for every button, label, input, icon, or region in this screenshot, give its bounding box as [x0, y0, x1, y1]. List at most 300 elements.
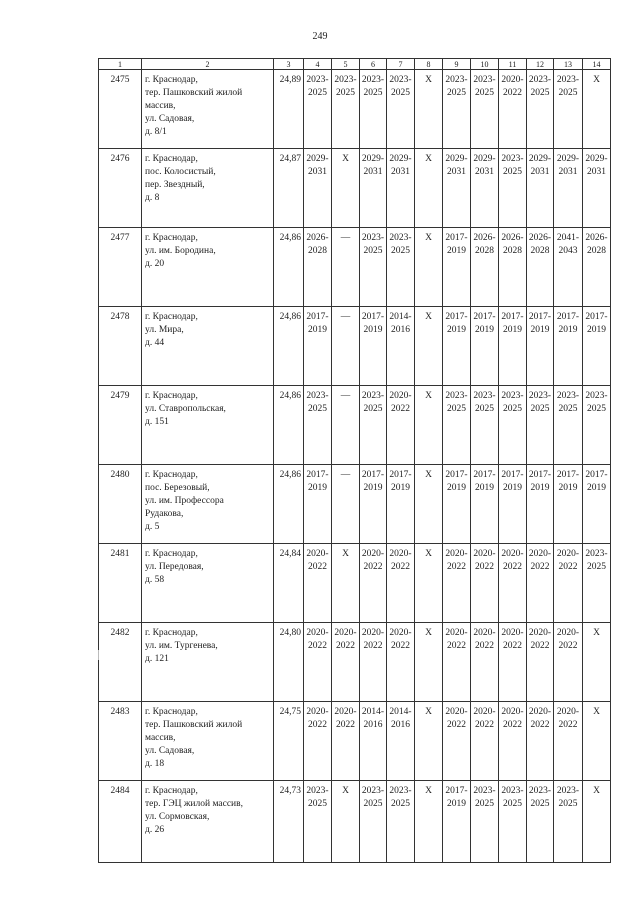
address-line: г. Краснодар,	[145, 707, 198, 717]
period-text: 2022	[308, 720, 327, 730]
address-line: тер. ГЭЦ жилой массив,	[145, 799, 244, 809]
period-cell	[415, 702, 443, 781]
period-text: 2020-	[556, 628, 580, 638]
address-line: д. 5	[145, 522, 160, 532]
address-cell	[142, 702, 274, 781]
period-cell	[471, 702, 499, 781]
period-text: 2020-	[473, 628, 496, 638]
period-cell	[554, 149, 583, 228]
period-cell	[499, 465, 527, 544]
address-cell	[142, 544, 274, 623]
period-text: 2023-	[389, 786, 412, 796]
column-header-14: 14	[583, 59, 611, 70]
period-text: 2017-	[501, 470, 524, 480]
period-text: 2020-	[528, 707, 552, 717]
period-text: 2031	[391, 167, 410, 177]
period-cell	[387, 544, 415, 623]
period-text: 2025	[447, 88, 466, 98]
period-cell	[360, 307, 387, 386]
period-text: 2020-	[556, 707, 580, 717]
column-header-2: 2	[142, 59, 274, 70]
period-text: 2020-	[528, 628, 552, 638]
period-text: 2025	[530, 88, 550, 98]
period-cell	[499, 228, 527, 307]
period-text: 2025	[447, 404, 466, 414]
period-text: 2028	[308, 246, 327, 256]
period-cell	[387, 702, 415, 781]
period-cell	[443, 623, 471, 702]
period-cell	[443, 228, 471, 307]
period-cell	[499, 623, 527, 702]
period-text: 2029-	[306, 154, 329, 164]
period-cell	[332, 70, 360, 149]
period-text: 2023-	[361, 786, 385, 796]
column-header-3: 3	[274, 59, 304, 70]
period-text: 2020-	[528, 549, 552, 559]
period-cell	[304, 228, 332, 307]
table-row	[99, 149, 611, 228]
period-cell	[332, 307, 360, 386]
address-cell	[142, 228, 274, 307]
address-line: г. Краснодар,	[145, 628, 198, 638]
period-text: 2019	[447, 799, 466, 809]
period-text: 2031	[447, 167, 466, 177]
period-text: 2023-	[501, 154, 524, 164]
row-number: 2475	[99, 70, 142, 149]
period-text: 2017-	[389, 470, 412, 480]
period-text: 2020-	[361, 628, 385, 638]
period-cell	[332, 386, 360, 465]
period-text: 2026-	[585, 233, 608, 243]
period-cell	[443, 781, 471, 863]
value-cell: 24,73	[274, 781, 304, 863]
address-line: тер. Пашковский жилой	[145, 88, 243, 98]
period-cell	[415, 781, 443, 863]
period-cell	[387, 149, 415, 228]
period-text: 2029-	[585, 154, 608, 164]
column-header-4: 4	[304, 59, 332, 70]
period-cell	[583, 307, 611, 386]
period-cell	[583, 386, 611, 465]
period-text: 2017-	[556, 312, 580, 322]
period-text: 2017-	[361, 470, 385, 480]
column-header-9: 9	[443, 59, 471, 70]
address-line: пос. Березовый,	[145, 483, 210, 493]
address-line: ул. Садовая,	[145, 114, 195, 124]
period-cell	[527, 70, 554, 149]
period-text: 2025	[308, 799, 327, 809]
period-text: Х	[425, 233, 432, 243]
period-text: 2022	[447, 720, 466, 730]
column-header-6: 6	[360, 59, 387, 70]
period-text: 2019	[530, 483, 550, 493]
address-line: г. Краснодар,	[145, 312, 198, 322]
period-text: 2017-	[528, 470, 552, 480]
row-number: 2481	[99, 544, 142, 623]
period-cell	[554, 307, 583, 386]
period-text: 2014-	[389, 707, 412, 717]
period-cell	[554, 702, 583, 781]
address-cell	[142, 781, 274, 863]
period-text: 2020-	[361, 549, 385, 559]
period-text: 2019	[558, 483, 578, 493]
value-cell: 24,86	[274, 307, 304, 386]
period-text: 2019	[530, 325, 550, 335]
address-line: д. 26	[145, 825, 165, 835]
period-text: 2043	[558, 246, 578, 256]
period-cell	[499, 702, 527, 781]
period-text: Х	[342, 154, 349, 164]
period-text: 2019	[447, 483, 466, 493]
period-text: 2020-	[473, 707, 496, 717]
period-text: 2016	[391, 720, 410, 730]
period-cell	[443, 149, 471, 228]
period-text: 2029-	[528, 154, 552, 164]
table-body	[99, 59, 611, 863]
column-header-8: 8	[415, 59, 443, 70]
period-cell	[471, 386, 499, 465]
period-text: 2019	[503, 483, 522, 493]
period-text: 2023-	[585, 391, 608, 401]
period-text: 2017-	[445, 470, 468, 480]
period-cell	[554, 465, 583, 544]
address-line: г. Краснодар,	[145, 786, 198, 796]
column-header-7: 7	[387, 59, 415, 70]
address-cell	[142, 386, 274, 465]
address-line: Рудакова,	[145, 509, 184, 519]
address-cell	[142, 70, 274, 149]
period-text: 2023-	[389, 75, 412, 85]
period-cell	[387, 307, 415, 386]
address-line: пер. Звездный,	[145, 180, 205, 190]
address-line: пос. Колосистый,	[145, 167, 216, 177]
period-text: Х	[425, 628, 432, 638]
period-cell	[387, 623, 415, 702]
period-text: 2017-	[501, 312, 524, 322]
column-header-10: 10	[471, 59, 499, 70]
period-cell	[527, 465, 554, 544]
period-text: 2022	[530, 562, 550, 572]
period-text: Х	[425, 470, 432, 480]
period-text: 2023-	[389, 233, 412, 243]
period-cell	[527, 544, 554, 623]
period-cell	[332, 465, 360, 544]
period-text: 2026-	[528, 233, 552, 243]
period-text: 2019	[475, 483, 494, 493]
period-cell	[499, 544, 527, 623]
column-header-5: 5	[332, 59, 360, 70]
period-cell	[360, 386, 387, 465]
period-text: 2014-	[389, 312, 412, 322]
period-text: 2023-	[556, 786, 580, 796]
period-cell	[554, 623, 583, 702]
period-text: 2019	[558, 325, 578, 335]
period-text: 2022	[503, 641, 522, 651]
period-cell	[443, 544, 471, 623]
period-text: 2019	[447, 325, 466, 335]
period-text: 2025	[558, 88, 578, 98]
period-cell	[527, 386, 554, 465]
period-text: 2041-	[556, 233, 580, 243]
period-cell	[387, 70, 415, 149]
address-line: тер. Пашковский жилой	[145, 720, 243, 730]
period-cell	[332, 702, 360, 781]
period-cell	[443, 70, 471, 149]
period-text: 2025	[308, 88, 327, 98]
address-line: д. 58	[145, 575, 165, 585]
period-cell	[304, 386, 332, 465]
period-text: 2025	[336, 88, 355, 98]
period-text: 2017-	[556, 470, 580, 480]
period-cell	[443, 386, 471, 465]
period-cell	[387, 386, 415, 465]
period-text: 2022	[558, 641, 578, 651]
row-number: 2484	[99, 781, 142, 863]
address-line: д. 20	[145, 259, 165, 269]
address-line: г. Краснодар,	[145, 470, 198, 480]
table-row	[99, 623, 611, 702]
period-text: 2017-	[528, 312, 552, 322]
period-text: 2020-	[306, 549, 329, 559]
period-text: 2023-	[306, 786, 329, 796]
row-number: 2476	[99, 149, 142, 228]
period-cell	[415, 70, 443, 149]
period-text: 2022	[363, 641, 383, 651]
period-text: 2026-	[473, 233, 496, 243]
period-text: Х	[425, 154, 432, 164]
address-line: г. Краснодар,	[145, 391, 198, 401]
period-text: 2022	[475, 641, 494, 651]
period-text: 2020-	[389, 549, 412, 559]
period-cell	[499, 781, 527, 863]
period-text: Х	[425, 707, 432, 717]
address-line: д. 44	[145, 338, 165, 348]
period-text: 2028	[503, 246, 522, 256]
period-cell	[304, 149, 332, 228]
table-row	[99, 544, 611, 623]
period-text: 2025	[363, 88, 383, 98]
period-text: 2025	[391, 246, 410, 256]
period-text: 2028	[587, 246, 606, 256]
period-cell	[304, 781, 332, 863]
period-cell	[554, 70, 583, 149]
period-text: 2022	[558, 720, 578, 730]
period-cell	[415, 386, 443, 465]
period-cell	[360, 228, 387, 307]
period-text: 2023-	[361, 233, 385, 243]
period-cell	[527, 781, 554, 863]
period-text: 2023-	[473, 75, 496, 85]
period-text: 2022	[391, 641, 410, 651]
period-cell	[499, 386, 527, 465]
period-text: 2023-	[473, 391, 496, 401]
period-text: —	[340, 470, 351, 480]
period-text: 2022	[363, 562, 383, 572]
period-text: 2023-	[501, 786, 524, 796]
table-row	[99, 70, 611, 149]
period-text: 2020-	[501, 707, 524, 717]
address-line: ул. Передовая,	[145, 562, 204, 572]
period-text: 2022	[503, 720, 522, 730]
period-text: 2025	[530, 404, 550, 414]
period-cell	[583, 465, 611, 544]
period-text: 2020-	[445, 628, 468, 638]
period-text: Х	[593, 75, 600, 85]
period-text: 2017-	[473, 312, 496, 322]
period-cell	[583, 781, 611, 863]
period-text: 2019	[587, 325, 606, 335]
value-cell: 24,86	[274, 465, 304, 544]
address-line: д. 8	[145, 193, 160, 203]
period-text: 2017-	[445, 786, 468, 796]
period-text: 2020-	[445, 549, 468, 559]
period-text: 2019	[587, 483, 606, 493]
period-text: 2029-	[389, 154, 412, 164]
period-cell	[583, 702, 611, 781]
value-cell: 24,75	[274, 702, 304, 781]
address-cell	[142, 149, 274, 228]
period-text: —	[340, 312, 351, 322]
period-text: 2025	[475, 799, 494, 809]
period-text: 2023-	[528, 391, 552, 401]
period-text: 2023-	[445, 391, 468, 401]
period-text: 2031	[308, 167, 327, 177]
period-cell	[415, 465, 443, 544]
period-text: 2025	[503, 799, 522, 809]
period-text: Х	[425, 549, 432, 559]
table-row	[99, 781, 611, 863]
period-text: 2022	[336, 641, 355, 651]
period-cell	[499, 70, 527, 149]
period-cell	[415, 623, 443, 702]
address-line: ул. им. Профессора	[145, 496, 224, 506]
period-text: 2025	[503, 167, 522, 177]
period-text: 2020-	[473, 549, 496, 559]
period-text: 2022	[530, 720, 550, 730]
address-line: ул. Ставропольская,	[145, 404, 226, 414]
period-text: 2023-	[528, 75, 552, 85]
period-cell	[471, 307, 499, 386]
address-line: ул. им. Бородина,	[145, 246, 216, 256]
address-line: г. Краснодар,	[145, 233, 198, 243]
table-row	[99, 386, 611, 465]
address-line: массив,	[145, 101, 176, 111]
period-text: 2022	[391, 404, 410, 414]
period-text: 2031	[475, 167, 494, 177]
period-text: 2020-	[334, 707, 357, 717]
period-text: 2017-	[445, 312, 468, 322]
period-text: Х	[342, 549, 349, 559]
period-cell	[443, 307, 471, 386]
period-text: 2029-	[361, 154, 385, 164]
period-cell	[583, 623, 611, 702]
period-cell	[499, 149, 527, 228]
period-text: Х	[425, 391, 432, 401]
period-cell	[304, 702, 332, 781]
period-text: 2017-	[306, 470, 329, 480]
period-cell	[499, 307, 527, 386]
row-number: 2479	[99, 386, 142, 465]
address-line: д. 8/1	[145, 127, 167, 137]
period-text: 2019	[308, 325, 327, 335]
period-cell	[415, 307, 443, 386]
period-text: 2022	[391, 562, 410, 572]
period-cell	[304, 465, 332, 544]
period-cell	[527, 307, 554, 386]
period-text: 2023-	[501, 391, 524, 401]
period-text: 2019	[475, 325, 494, 335]
period-text: Х	[425, 75, 432, 85]
period-text: 2023-	[334, 75, 357, 85]
period-text: Х	[593, 707, 600, 717]
period-cell	[360, 544, 387, 623]
period-cell	[332, 544, 360, 623]
period-cell	[527, 623, 554, 702]
period-text: 2020-	[501, 549, 524, 559]
period-text: 2014-	[361, 707, 385, 717]
period-cell	[360, 623, 387, 702]
column-header-1: 1	[99, 59, 142, 70]
period-cell	[332, 228, 360, 307]
period-text: 2016	[391, 325, 410, 335]
period-text: Х	[593, 786, 600, 796]
period-text: 2023-	[528, 786, 552, 796]
period-cell	[387, 781, 415, 863]
period-text: 2025	[391, 88, 410, 98]
period-text: 2019	[363, 325, 383, 335]
period-text: 2022	[308, 562, 327, 572]
value-cell: 24,86	[274, 228, 304, 307]
period-text: 2025	[363, 404, 383, 414]
period-text: 2025	[475, 404, 494, 414]
period-text: 2025	[363, 799, 383, 809]
period-text: 2023-	[473, 786, 496, 796]
period-text: 2017-	[473, 470, 496, 480]
period-text: Х	[342, 786, 349, 796]
address-line: массив,	[145, 733, 176, 743]
period-text: —	[340, 233, 351, 243]
period-text: 2025	[558, 799, 578, 809]
period-text: 2022	[447, 562, 466, 572]
period-text: 2023-	[556, 75, 580, 85]
address-line: ул. Садовая,	[145, 746, 195, 756]
period-cell	[443, 702, 471, 781]
address-line: ул. Мира,	[145, 325, 184, 335]
period-text: 2026-	[501, 233, 524, 243]
period-text: 2025	[530, 799, 550, 809]
period-text: 2020-	[501, 75, 524, 85]
row-number: 2477	[99, 228, 142, 307]
value-cell: 24,80	[274, 623, 304, 702]
period-text: Х	[593, 628, 600, 638]
period-text: 2022	[447, 641, 466, 651]
period-cell	[360, 149, 387, 228]
column-header-13: 13	[554, 59, 583, 70]
period-text: 2023-	[445, 75, 468, 85]
period-text: 2022	[308, 641, 327, 651]
period-cell	[415, 544, 443, 623]
table-row	[99, 702, 611, 781]
period-cell	[415, 228, 443, 307]
period-text: 2019	[503, 325, 522, 335]
address-line: д. 121	[145, 654, 169, 664]
value-cell: 24,84	[274, 544, 304, 623]
period-text: 2031	[363, 167, 383, 177]
period-text: 2025	[475, 88, 494, 98]
period-text: 2020-	[501, 628, 524, 638]
period-text: 2025	[308, 404, 327, 414]
address-line: г. Краснодар,	[145, 75, 198, 85]
